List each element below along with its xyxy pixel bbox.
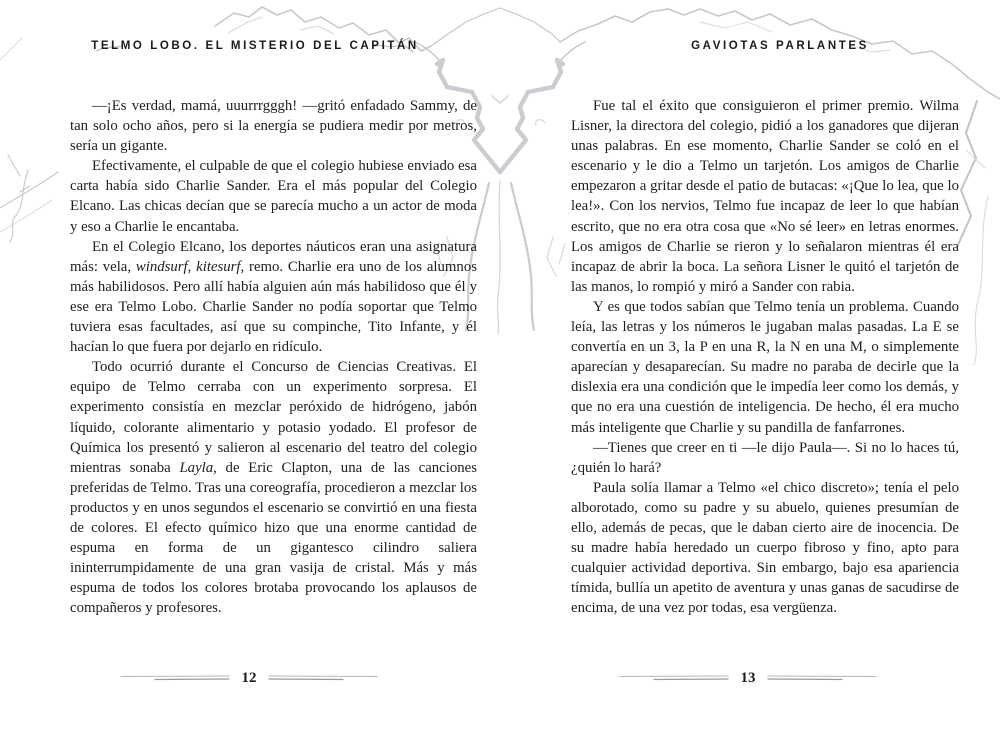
text-run: ,: [187, 258, 197, 275]
running-header-right: GAVIOTAS PARLANTES: [691, 40, 869, 52]
text-run: Efectivamente, el culpable de que el colegio hubiese enviado esa carta había sido Charlie Sander. Era el más popular del Colegio Elcano. Las chicas decían que se parecía mucho a un actor de moda y eso a Charlie le encantaba.: [70, 158, 477, 235]
paragraph: [70, 156, 477, 236]
paragraph: [70, 237, 477, 358]
text-run: , remo. Charlie era uno de los alumnos más habilidosos. Pero allí había alguien aún más habilidoso que él y ese era Telmo Lobo. Charlie Sander no podía soportar que Telmo tuviera esas facultades, así que su compinche, Tito Infante, y él hacían lo que fuera por dejarlo en ridículo.: [70, 258, 477, 356]
paragraph: [571, 297, 959, 438]
footer-flourish-icon: [618, 673, 730, 683]
text-run: Fue tal el éxito que consiguieron el primer premio. Wilma Lisner, la directora del colegio, pidió a los ganadores que dijeran unas palabras. En ese momento, Charlie Sander se coló en el escenario y le dio a Telmo un tarjetón. Los amigos de Charlie empezaron a gritar desde el patio de butacas: «¡Que lo lea, que lo lea!». Con los nervios, Telmo fue incapaz de leer lo que habían escrito, que no era otra cosa que «No sé leer» en letras enormes. Los amigos de Charlie se rieron y lo señalaron mientras él era incapaz de abrir la boca. La señora Lisner le quitó el tarjetón de las manos, lo rompió y miró a Sander con rabia.: [571, 98, 959, 295]
text-column-right: [571, 96, 959, 618]
paragraph: [571, 478, 959, 619]
page-footer-left: [119, 671, 380, 685]
text-column-left: [70, 96, 477, 618]
text-run: —Tienes que creer en ti —le dijo Paula—. Si no lo haces tú, ¿quién lo hará?: [571, 439, 959, 476]
page-number-right: 13: [740, 670, 756, 686]
italic-text: kitesurf: [196, 258, 241, 275]
paragraph: [571, 96, 959, 297]
page-right: [500, 0, 1000, 732]
footer-flourish-icon: [767, 673, 879, 683]
footer-flourish-icon: [268, 673, 380, 683]
running-header-left: TELMO LOBO. EL MISTERIO DEL CAPITÁN: [91, 40, 419, 52]
text-run: En el Colegio Elcano, los deportes náuticos eran una asignatura más: vela,: [70, 238, 477, 275]
text-run: Y es que todos sabían que Telmo tenía un problema. Cuando leía, las letras y los números le jugaban malas pasadas. La E se convertía en un 3, la P en una R, la N en una M, o simplemente aparecían y desaparecían. Su madre no paraba de decirle que la dislexia era una condición que le impedía leer como los demás, y que no era una cuestión de inteligencia. De hecho, él era mucho más inteligente que Charlie y su pandilla de fanfarrones.: [571, 298, 959, 436]
paragraph: [70, 357, 477, 618]
text-run: Todo ocurrió durante el Concurso de Ciencias Creativas. El equipo de Telmo cerraba con un experimento sorpresa. El experimento consistía en mezclar peróxido de hidrógeno, jabón líquido, colorante alimentario y potasio yodado. El profesor de Química los presentó y salieron al escenario del teatro del colegio mientras sonaba: [70, 359, 477, 476]
paragraph: [571, 438, 959, 478]
text-run: de Eric Clapton, una de las canciones preferidas de Telmo. Tras una coreografía, procedieron a mezclar los productos y en unos segundos el escenario se convirtió en una fiesta de colores. El efecto químico hizo que una enorme cantidad de espuma en forma de un gigantesco cilindro saliera ininterrumpidamente de una gran vasija de cristal. Más y más espuma de todos los colores brotaba provocando los aplausos de compañeros y profesores.: [70, 459, 477, 617]
footer-flourish-icon: [119, 673, 231, 683]
italic-text: Layla,: [179, 459, 217, 476]
paragraph: [70, 96, 477, 156]
page-number-left: 12: [241, 670, 257, 686]
text-run: —¡Es verdad, mamá, uuurrrgggh! —gritó enfadado Sammy, de tan solo ocho años, pero si la energía se pudiera medir por metros, sería un gigante.: [70, 98, 477, 155]
italic-text: windsurf: [135, 258, 188, 275]
text-run: Paula solía llamar a Telmo «el chico discreto»; tenía el pelo alborotado, como su padre y su abuelo, quienes presumían de ello, además de pecas, que le daban cierto aire de inocencia. De su madre había heredado un cuerpo fibroso y fino, apto para cualquier actividad deportiva. Sin embargo, bajo esa apariencia tímida, bullía un apetito de aventura y unas ganas de sacudirse de encima, de una vez por todas, esa vergüenza.: [571, 479, 959, 617]
page-footer-right: [618, 671, 879, 685]
